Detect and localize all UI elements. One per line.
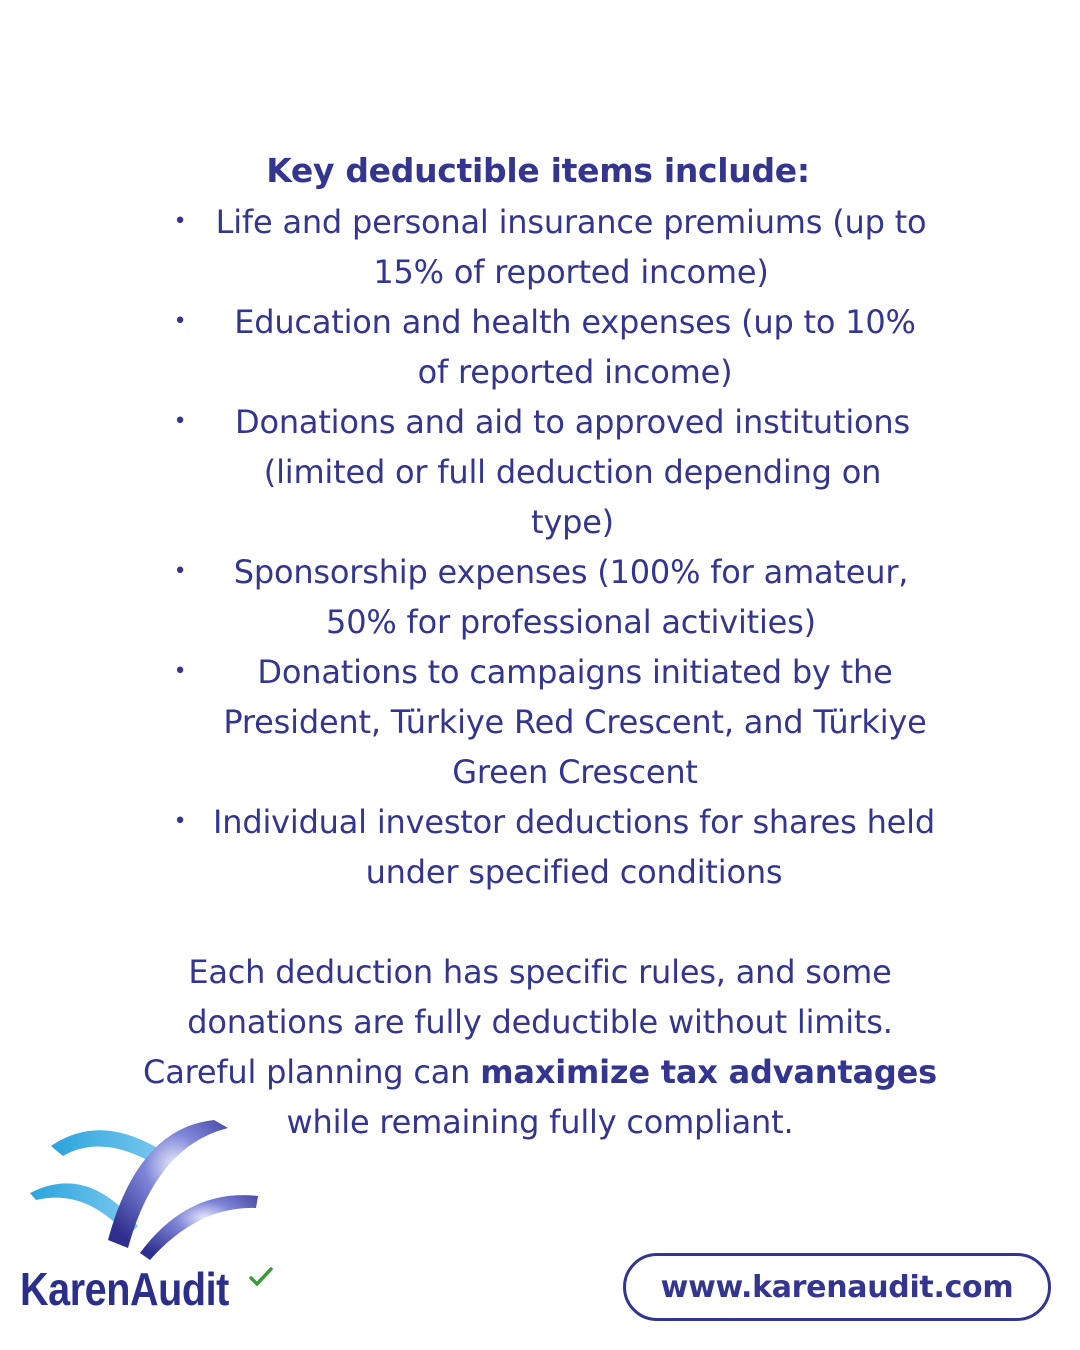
list-item	[170, 197, 970, 297]
list-item-text: Donations and aid to approved institutions (limited or full deduction depending on type)	[235, 403, 910, 541]
bullet-marker: •	[173, 209, 187, 234]
list-item	[170, 547, 970, 647]
heading: Key deductible items include:	[266, 151, 810, 190]
bullet-marker: •	[173, 309, 187, 334]
bullet-marker: •	[173, 559, 187, 584]
list-item-text: Donations to campaigns initiated by the President, Türkiye Red Crescent, and Türkiye Green Crescent	[223, 653, 927, 791]
green-check-icon	[248, 1266, 274, 1288]
bullet-marker: •	[173, 809, 187, 834]
list-item	[170, 797, 970, 897]
deductible-items-list	[170, 197, 970, 897]
list-item	[170, 297, 970, 397]
list-item-text: Life and personal insurance premiums (up to 15% of reported income)	[215, 203, 927, 291]
bullet-marker: •	[173, 409, 187, 434]
website-url[interactable]: www.karenaudit.com	[660, 1269, 1014, 1305]
bullet-marker: •	[173, 659, 187, 684]
brand-name: KarenAudit	[20, 1263, 229, 1315]
closing-text-end: while remaining fully compliant.	[286, 1103, 794, 1141]
list-item	[170, 647, 970, 797]
list-item-text: Education and health expenses (up to 10% of reported income)	[234, 303, 916, 391]
list-item-text: Sponsorship expenses (100% for amateur, 50% for professional activities)	[233, 553, 909, 641]
closing-emphasis: maximize tax advantages	[480, 1053, 937, 1091]
closing-text: Each deduction has specific rules, and some donations are fully deductible without limits. Careful planning can	[143, 953, 893, 1091]
list-item-text: Individual investor deductions for shares held under specified conditions	[213, 803, 935, 891]
website-link[interactable]	[623, 1253, 1051, 1321]
list-item	[170, 397, 970, 547]
